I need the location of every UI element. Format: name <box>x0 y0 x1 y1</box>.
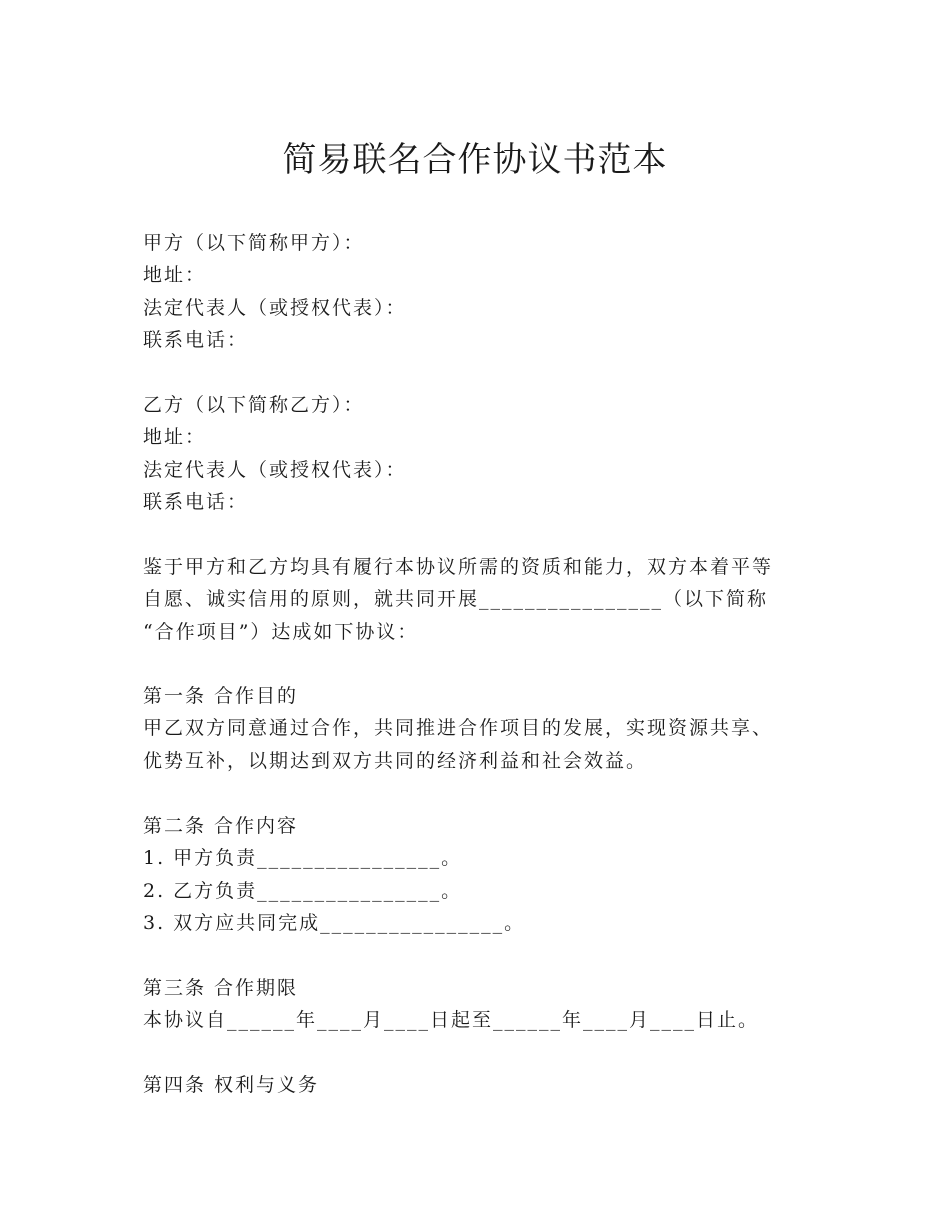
party-b-phone: 联系电话： <box>143 491 249 513</box>
party-b-heading: 乙方（以下简称乙方）： <box>143 394 365 416</box>
article-4-heading: 第四条 权利与义务 <box>143 1074 320 1096</box>
preamble-line: “合作项目”）达成如下协议： <box>143 621 419 643</box>
article-3-heading: 第三条 合作期限 <box>143 977 299 999</box>
article-2-item: 1. 甲方负责________________。 <box>143 847 463 869</box>
party-a-address: 地址： <box>143 264 207 286</box>
preamble-line: 自愿、诚实信用的原则，就共同开展________________（以下简称 <box>143 588 769 610</box>
article-1-heading: 第一条 合作目的 <box>143 685 299 707</box>
article-1-line: 甲乙双方同意通过合作，共同推进合作项目的发展，实现资源共享、 <box>143 717 774 739</box>
article-1-line: 优势互补，以期达到双方共同的经济利益和社会效益。 <box>143 750 648 772</box>
party-b-address: 地址： <box>143 426 207 448</box>
party-a-heading: 甲方（以下简称甲方）： <box>143 232 365 254</box>
article-2-item: 3. 双方应共同完成________________。 <box>143 912 526 934</box>
article-3-line: 本协议自______年____月____日起至______年____月____日止。 <box>143 1009 760 1031</box>
party-a-representative: 法定代表人（或授权代表）： <box>143 297 407 319</box>
article-2-heading: 第二条 合作内容 <box>143 815 299 837</box>
document-title: 简易联名合作协议书范本 <box>282 140 668 180</box>
article-2-item: 2. 乙方负责________________。 <box>143 880 463 902</box>
party-b-representative: 法定代表人（或授权代表）： <box>143 459 407 481</box>
party-a-phone: 联系电话： <box>143 329 249 351</box>
preamble-line: 鉴于甲方和乙方均具有履行本协议所需的资质和能力，双方本着平等 <box>143 556 774 578</box>
